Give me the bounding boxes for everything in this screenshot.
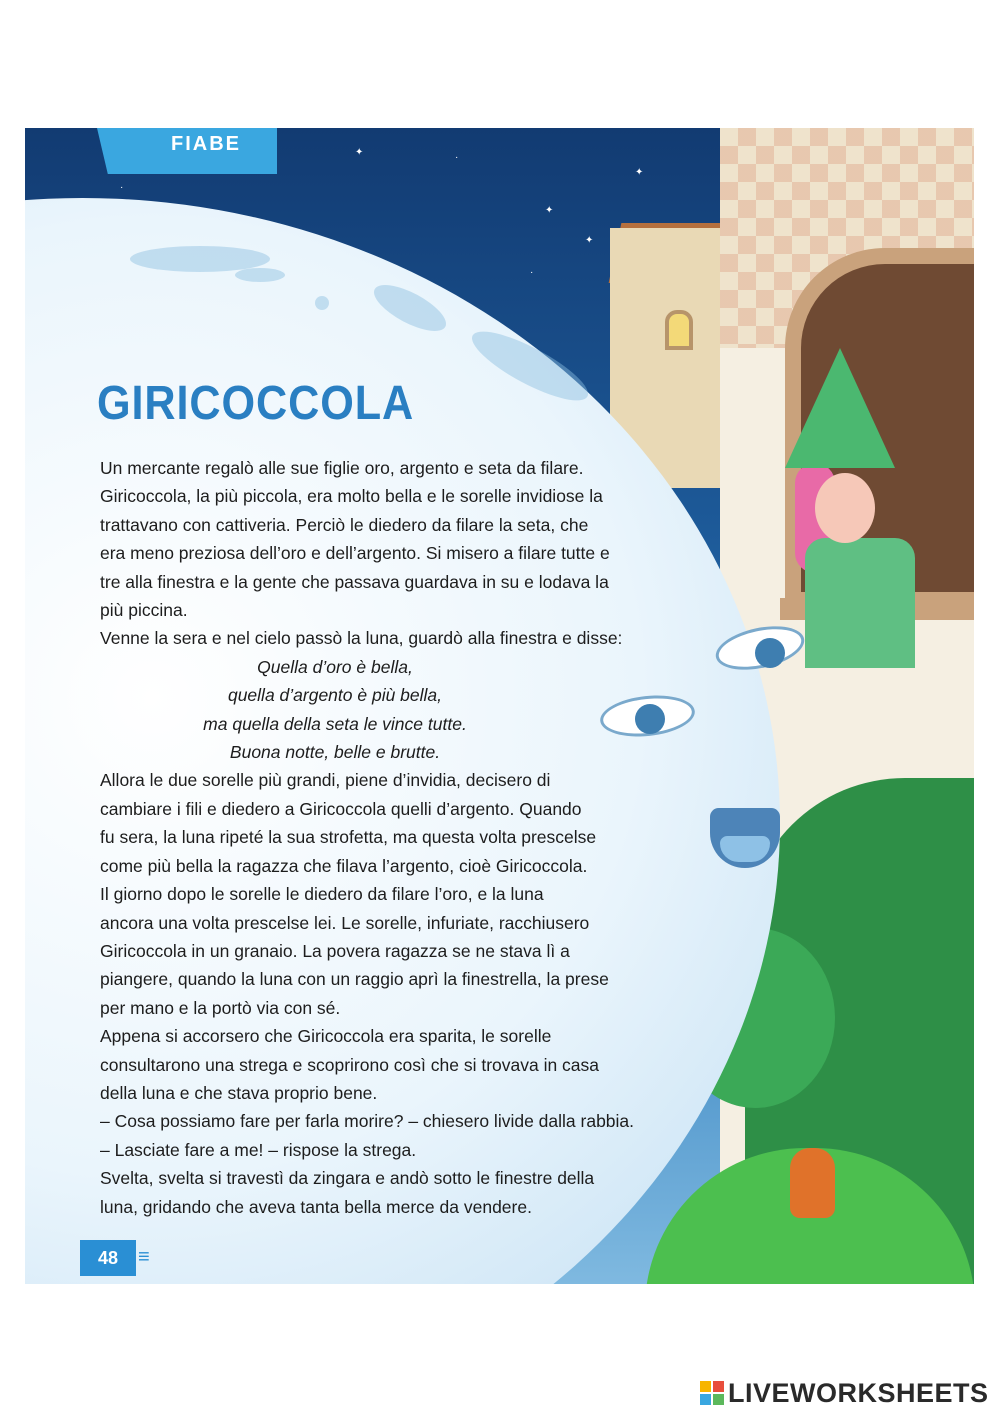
story-line: ancora una volta prescelse lei. Le sorelle, infuriate, racchiusero [100,912,590,933]
story-title: GIRICOCCOLA [97,377,415,430]
story-line: Svelta, svelta si travestì da zingara e andò sotto le finestre della [100,1168,595,1189]
girl-face-illustration [815,473,875,543]
story-line: era meno preziosa dell’oro e dell’argento. Si misero a filare tutte e [100,543,610,564]
girl-body-illustration [805,538,915,668]
story-line: Venne la sera e nel cielo passò la luna, guardò alla finestra e disse: [100,628,623,649]
story-line: come più bella la ragazza che filava l’argento, cioè Giricoccola. [100,855,588,876]
story-line: Il giorno dopo le sorelle le diedero da filare l’oro, e la luna [100,884,544,905]
story-line: Allora le due sorelle più grandi, piene d’invidia, decisero di [100,770,551,791]
story-line: per mano e la portò via con sé. [100,997,341,1018]
star-icon: ✦ [545,205,554,216]
star-icon: · [455,152,459,163]
story-line: cambiare i fili e diedero a Giricoccola quelli d’argento. Quando [100,798,582,819]
star-icon: · [530,267,534,278]
liveworksheets-logo[interactable] [700,1376,989,1410]
story-line: – Lasciate fare a me! – rispose la strega. [100,1139,417,1160]
poem-line: Quella d’oro è bella, [257,656,413,677]
story-line: della luna e che stava proprio bene. [100,1082,378,1103]
section-label: FIABE [171,133,241,155]
story-line: Giricoccola, la più piccola, era molto bella e le sorelle invidiose la [100,486,603,507]
star-icon: ✦ [585,235,594,246]
star-icon: ✦ [635,167,644,178]
story-text [100,454,720,1221]
poem-line: ma quella della seta le vince tutte. [203,713,467,734]
story-line: Un mercante regalò alle sue figlie oro, argento e seta da filare. [100,458,584,478]
star-icon: · [120,182,124,193]
story-line: luna, gridando che aveva tanta bella merce da vendere. [100,1196,532,1217]
poem-line: Buona notte, belle e brutte. [229,742,441,763]
squirrel-illustration [790,1148,835,1218]
story-line: più piccina. [100,600,188,621]
page-number: 48 [80,1240,136,1276]
moon-tongue-illustration [720,836,770,862]
moon-pupil-illustration [755,638,785,668]
girl-hat-illustration [785,348,895,468]
story-line: tre alla finestra e la gente che passava guardava in su e lodava la [100,571,609,592]
story-line: Appena si accorsero che Giricoccola era sparita, le sorelle [100,1026,552,1047]
story-line: trattavano con cattiveria. Perciò le diedero da filare la seta, che [100,514,589,535]
logo-text: LIVEWORKSHEETS [728,1377,989,1408]
story-line: consultarono una strega e scoprirono così che si trovava in casa [100,1054,600,1075]
story-line: – Cosa possiamo fare per farla morire? – chiesero livide dalla rabbia. [100,1111,635,1132]
story-line: Giricoccola in un granaio. La povera ragazza se ne stava lì a [100,940,570,961]
lit-window-illustration [665,310,693,350]
moon-crater [235,268,285,282]
book-page [25,128,974,1284]
poem-line: quella d’argento è più bella, [227,685,443,706]
star-icon: ✦ [355,147,364,158]
logo-grid-icon [700,1381,724,1405]
story-line: fu sera, la luna ripeté la sua strofetta, ma questa volta prescelse [100,827,597,848]
story-line: piangere, quando la luna con un raggio aprì la finestrella, la prese [100,969,609,990]
moon-crater [315,296,329,310]
page-number-decoration: ≡ [138,1246,150,1268]
